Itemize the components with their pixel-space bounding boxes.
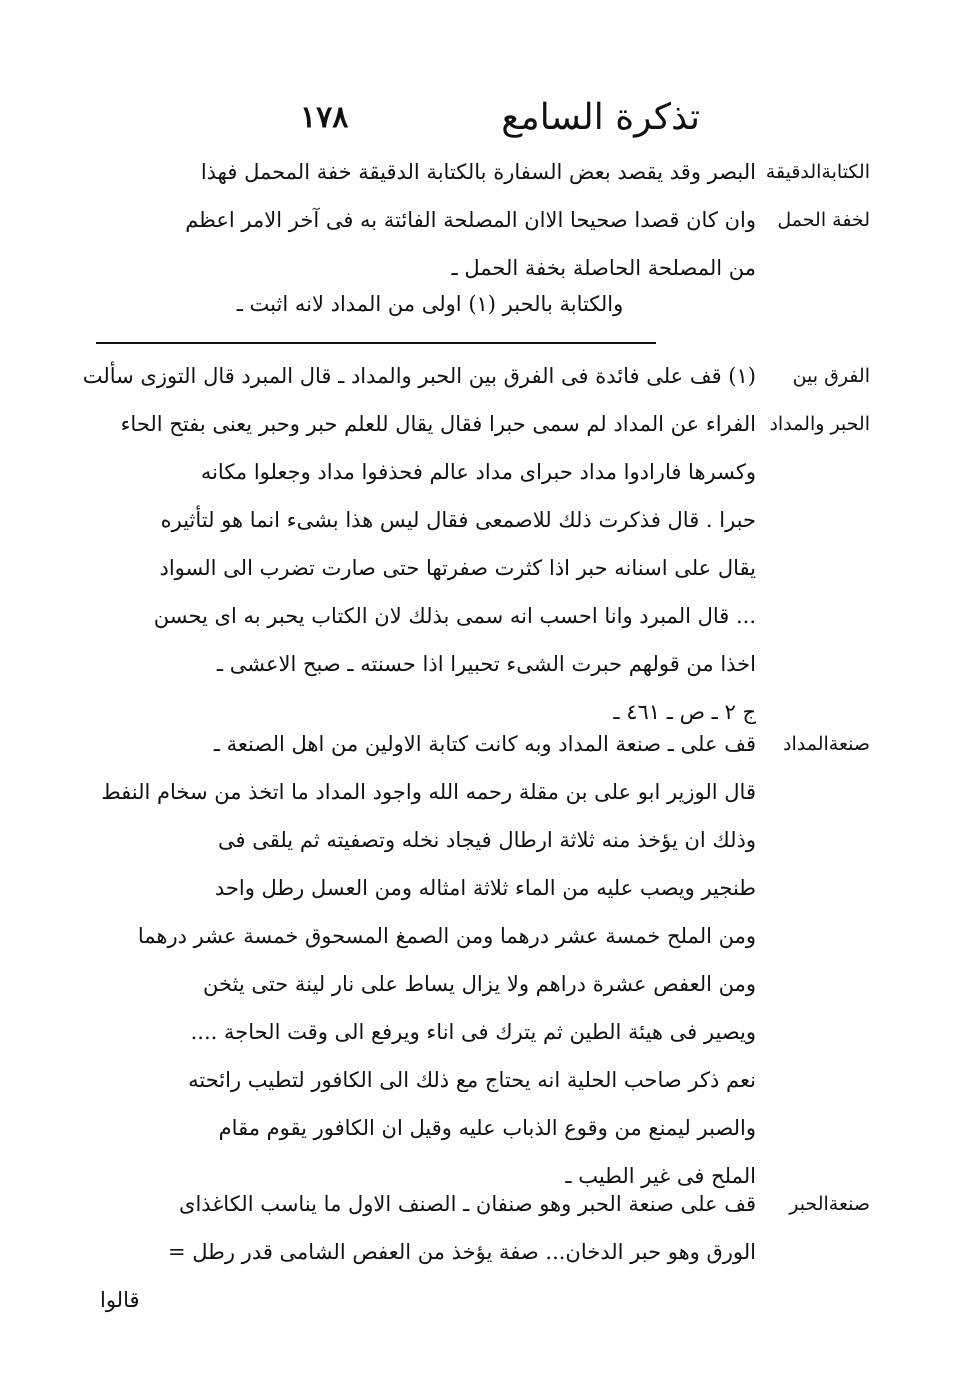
text-line: وذلك ان يؤخذ منه ثلاثة ارطال فيجاد نخله وتصفيته ثم يلقى فى: [218, 828, 756, 852]
text-line: ويصير فى هيئة الطين ثم يترك فى اناء ويرفع الى وقت الحاجة ....: [190, 1020, 756, 1044]
margin-note: [762, 352, 870, 448]
running-title: تذكرة السامع: [501, 96, 700, 138]
text-line: البصر وقد يقصد بعض السفارة بالكتابة الدقيقة خفة المحمل فهذا: [200, 160, 756, 184]
body-text: [90, 148, 762, 292]
text-line: ... قال المبرد وانا احسب انه سمى بذلك لان الكتاب يحبر به اى يحسن: [153, 604, 756, 628]
footnote-text: [83, 352, 762, 736]
text-line: وان كان قصدا صحيحا الاان المصلحة الفائتة به فى آخر الامر اعظم: [185, 208, 756, 232]
body-text: [90, 1180, 762, 1276]
page-header: [300, 92, 700, 142]
text-line: وكسرها فارادوا مداد حبراى مداد عالم فحذفوا مداد وجعلوا مكانه: [200, 460, 756, 484]
section-hibr-recipe: [90, 1180, 870, 1276]
footnote-ink-difference: [82, 352, 870, 736]
text-line: قف على صنعة الحبر وهو صنفان ـ الصنف الاول ما يناسب الكاغذاى: [179, 1192, 756, 1216]
section-fine-writing: [90, 148, 870, 292]
text-line: الملح فى غير الطيب ـ: [565, 1164, 756, 1188]
body-text: [90, 720, 762, 1200]
margin-note: [762, 148, 870, 244]
page-number: ١٧٨: [300, 99, 349, 135]
text-line: حبرا . قال فذكرت ذلك للاصمعى فقال ليس هذا بشىء انما هو لتأثيره: [160, 508, 756, 532]
text-line: الورق وهو حبر الدخان... صفة يؤخذ من العفص الشامى قدر رطل =: [167, 1240, 756, 1264]
margin-note: [762, 1180, 870, 1228]
text-line: قال الوزير ابو على بن مقلة رحمه الله واجود المداد ما اتخذ من سخام النفط: [101, 780, 756, 804]
text-line: يقال على اسنانه حبر اذا كثرت صفرتها حتى صارت تضرب الى السواد: [159, 556, 756, 580]
text-line: والصبر ليمنع من وقوع الذباب عليه وقيل ان الكافور يقوم مقام: [218, 1116, 756, 1140]
margin-note-line: الفرق بين: [792, 365, 870, 387]
margin-note-line: الكتابةالدقيقة: [765, 161, 870, 183]
text-line: اخذا من قولهم حبرت الشىء تحبيرا اذا حسنته ـ صبح الاعشى ـ: [216, 652, 756, 676]
margin-note-line: الحبر والمداد: [769, 413, 870, 435]
ink-preference-line: والكتابة بالحبر (١) اولى من المداد لانه اثبت ـ: [236, 292, 624, 316]
text-line: طنجير ويصب عليه من الماء ثلاثة امثاله ومن العسل رطل واحد: [214, 876, 756, 900]
text-line: من المصلحة الحاصلة بخفة الحمل ـ: [451, 256, 756, 280]
footnote-divider: [96, 342, 656, 344]
margin-note-line: لخفة الحمل: [777, 209, 870, 231]
text-line: ومن العفص عشرة دراهم ولا يزال يساط على نار لينة حتى يثخن: [202, 972, 756, 996]
margin-note-line: صنعةالحبر: [789, 1193, 870, 1215]
margin-note-line: صنعةالمداد: [783, 733, 870, 755]
margin-note: [762, 720, 870, 768]
catchword: قالوا: [100, 1288, 140, 1312]
text-line: الفراء عن المداد لم سمى حبرا فقال يقال للعلم حبر وحبر يعنى بفتح الحاء: [120, 412, 756, 436]
text-line: ومن الملح خمسة عشر درهما ومن الصمغ المسحوق خمسة عشر درهما: [137, 924, 756, 948]
text-line: نعم ذكر صاحب الحلية انه يحتاج مع ذلك الى الكافور لتطيب رائحته: [188, 1068, 756, 1092]
text-line: قف على ـ صنعة المداد وبه كانت كتابة الاولين من اهل الصنعة ـ: [213, 732, 756, 756]
text-line: ج ٢ ـ ص ـ ٤٦١ ـ: [613, 700, 756, 724]
section-midad-recipe: [90, 720, 870, 1200]
text-line: (١) قف على فائدة فى الفرق بين الحبر والمداد ـ قال المبرد قال التوزى سألت: [82, 364, 756, 388]
